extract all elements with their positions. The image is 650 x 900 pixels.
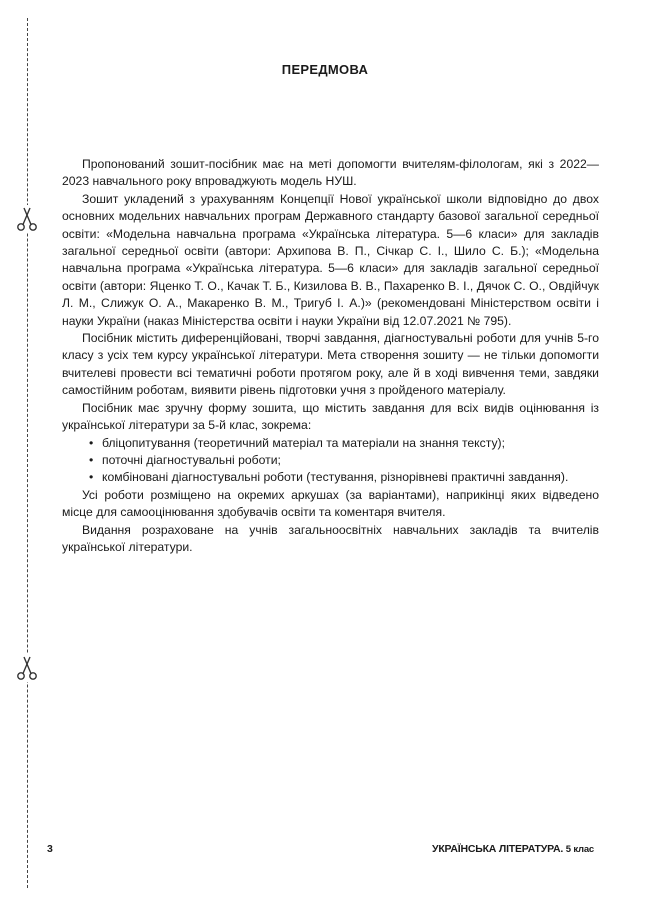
list-item-text: бліцопитування (теоретичний матеріал та матеріали на знання тексту); — [102, 435, 505, 450]
bullet: • — [89, 435, 94, 450]
paragraph: Зошит укладений з урахуванням Концепції Нової української школи відповідно до двох основних модельних навчальних програм Державного стандарту базової загальної середньої освіти: «Модельна навчальна програма «Українська література. 5—6 класи» для закладів загальної середньої освіти (автори: Архипова В. П., Січкар С. І., Шило С. Б.); «Модельна навчальна програма «Українська література. 5—6 класи» для закладів загальної середньої освіти (автори: Яценко Т. О., Качак Т. Б., Кизилова В. В., Пахаренко В. І., Дячок С. О., Овдійчук Л. М., Слижук О. А., Макаренко В. М., Тригуб І. А.)» (рекомендовані Міністерством освіти і науки України (наказ Міністерства освіти і науки України від 12.07.2021 № 795). — [62, 191, 599, 328]
list-item — [89, 452, 599, 469]
page-title: ПЕРЕДМОВА — [281, 62, 369, 77]
bullet: • — [89, 470, 94, 485]
list-item — [89, 469, 599, 486]
assessment-list — [62, 435, 599, 487]
paragraph: Усі роботи розміщено на окремих аркушах (за варіантами), наприкінці яких відведено місце для самооцінювання здобувачів освіти та коментаря вчителя. — [62, 487, 599, 520]
book-title: УКРАЇНСЬКА ЛІТЕРАТУРА. — [431, 843, 564, 855]
book-class: 5 клас — [565, 844, 594, 855]
preface-body — [62, 156, 599, 556]
cut-line — [27, 18, 28, 888]
running-footer — [432, 843, 594, 855]
scissors-icon — [13, 654, 41, 682]
bullet: • — [89, 452, 94, 467]
list-item — [89, 435, 599, 452]
paragraph: Видання розраховане на учнів загальноосвітніх навчальних закладів та вчителів української літератури. — [62, 522, 599, 554]
paragraph: Посібник має зручну форму зошита, що містить завдання для всіх видів оцінювання із української літератури за 5-й клас, зокрема: — [62, 400, 599, 433]
list-item-text: поточні діагностувальні роботи; — [102, 452, 281, 467]
list-item-text: комбіновані діагностувальні роботи (тестування, різнорівневі практичні завдання). — [102, 470, 569, 485]
page-number: 3 — [47, 843, 53, 855]
paragraph: Пропонований зошит-посібник має на меті допомогти вчителям-філологам, які з 2022—2023 навчального року впроваджують модель НУШ. — [62, 157, 599, 189]
paragraph: Посібник містить диференційовані, творчі завдання, діагностувальні роботи для учнів 5-го класу з усіх тем курсу української літератури. Мета створення зошиту — не тільки допомогти вчителеві провести всі тематичні роботи протягом року, але й в ході вивчення теми, завдяки самостійним роботам, виявити рівень підготовки учня з пройденого матеріалу. — [62, 331, 599, 398]
scissors-icon — [13, 205, 41, 233]
